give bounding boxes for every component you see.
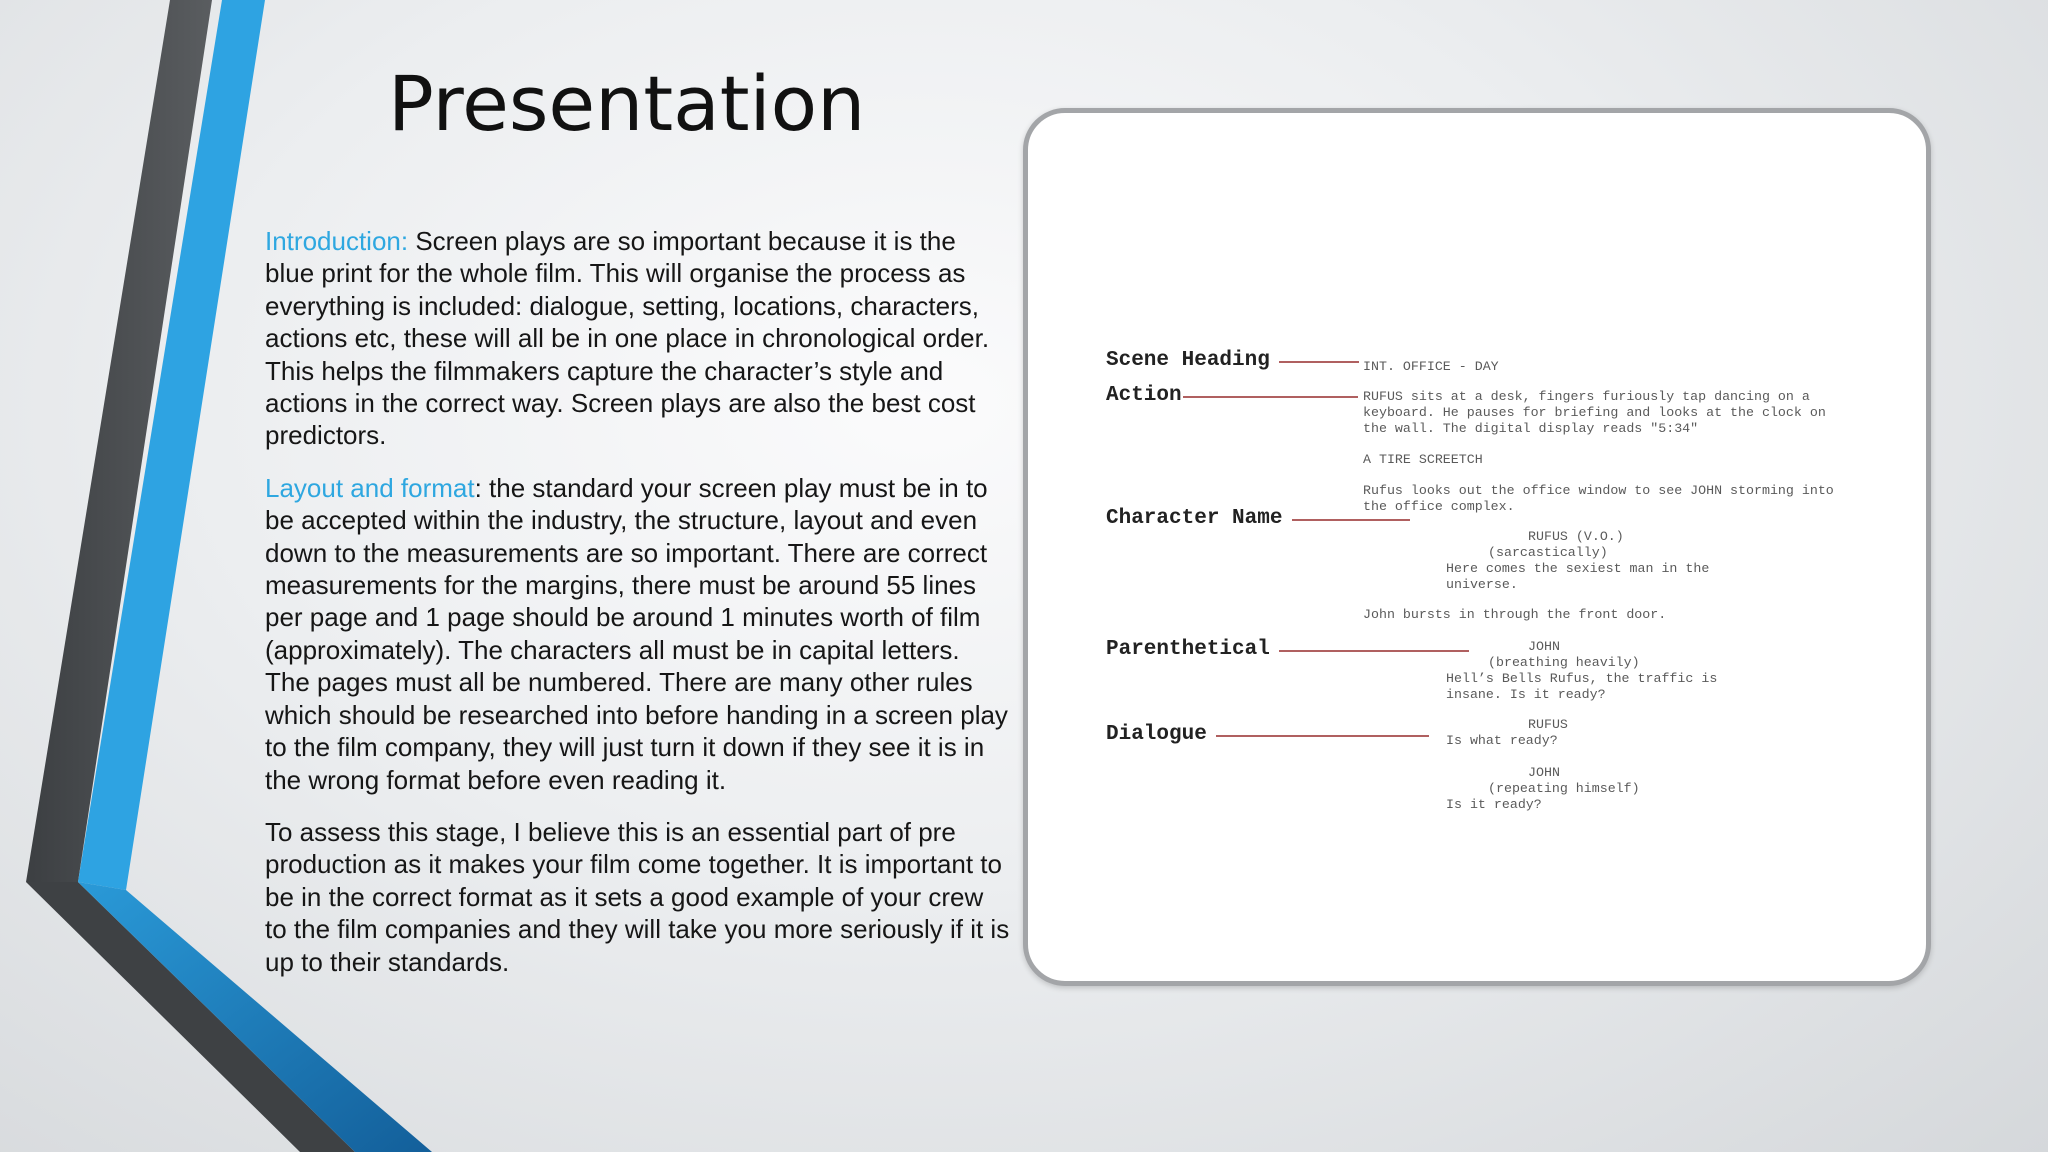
pointer-dialogue <box>1216 735 1429 737</box>
sp-action-6: John bursts in through the front door. <box>1363 607 1667 622</box>
screenplay-page <box>1028 113 1926 981</box>
sp-character-1: RUFUS (V.O.) <box>1528 529 1624 544</box>
sp-dialogue-2a: Hell’s Bells Rufus, the traffic is <box>1446 671 1718 686</box>
sp-dialogue-1b: universe. <box>1446 577 1518 592</box>
sp-dialogue-2b: insane. Is it ready? <box>1446 687 1606 702</box>
label-action: Action <box>1106 384 1182 407</box>
sp-parenthetical-4: (repeating himself) <box>1488 781 1640 796</box>
paragraph-assessment <box>265 816 1010 978</box>
pointer-action <box>1183 396 1358 398</box>
pointer-parenthetical <box>1279 650 1469 652</box>
sp-action-1: RUFUS sits at a desk, fingers furiously tap dancing on a <box>1363 389 1810 404</box>
sp-action-4: Rufus looks out the office window to see JOHN storming into <box>1363 483 1834 498</box>
sp-parenthetical-2: (breathing heavily) <box>1488 655 1640 670</box>
sp-action-3: the wall. The digital display reads "5:34" <box>1363 421 1699 436</box>
sp-slugline: INT. OFFICE - DAY <box>1363 359 1499 374</box>
sp-parenthetical-1: (sarcastically) <box>1488 545 1608 560</box>
layout-format-text: : the standard your screen play must be in to be accepted within the industry, the structure, layout and even down to the measurements are so important. There are correct measurements for the margins, there must be around 55 lines per page and 1 page should be around 1 minutes worth of film (approximately). The characters all must be in capital letters. The pages must all be numbered. There are many other rules which should be researched into before handing in a screen play to the film company, they will just turn it down if they see it is in the wrong format before even reading it. <box>265 472 1008 795</box>
sp-character-3: RUFUS <box>1528 717 1568 732</box>
sp-character-2: JOHN <box>1528 639 1560 654</box>
slide-title: Presentation <box>388 59 866 148</box>
body-text <box>265 225 1010 998</box>
sp-action-2: keyboard. He pauses for briefing and looks at the clock on <box>1363 405 1826 420</box>
sp-dialogue-3: Is what ready? <box>1446 733 1558 748</box>
pointer-character-name <box>1292 519 1410 521</box>
layout-format-heading: Layout and format <box>265 472 475 503</box>
label-parenthetical: Parenthetical <box>1106 638 1270 661</box>
sp-action-5: the office complex. <box>1363 499 1515 514</box>
label-scene-heading: Scene Heading <box>1106 349 1270 372</box>
sp-sound: A TIRE SCREETCH <box>1363 452 1483 467</box>
introduction-text: Screen plays are so important because it is the blue print for the whole film. This will organise the process as everything is included: dialogue, setting, locations, characters, actions etc, these will all be in one place in chronological order. This helps the filmmakers capture the character’s style and actions in the correct way. Screen plays are also the best cost predictors. <box>265 226 990 451</box>
screenplay-figure <box>1023 108 1931 986</box>
label-dialogue: Dialogue <box>1106 723 1207 746</box>
sp-dialogue-4: Is it ready? <box>1446 797 1542 812</box>
sp-character-4: JOHN <box>1528 765 1560 780</box>
pointer-scene-heading <box>1279 361 1359 363</box>
assessment-text: To assess this stage, I believe this is an essential part of pre production as it makes your film come together. It is important to be in the correct format as it sets a good example of your crew to the film companies and they will take you more seriously if it is up to their standards. <box>265 816 1010 977</box>
label-character-name: Character Name <box>1106 507 1283 530</box>
introduction-heading: Introduction: <box>265 226 409 256</box>
paragraph-introduction <box>265 225 1010 452</box>
sp-dialogue-1a: Here comes the sexiest man in the <box>1446 561 1710 576</box>
paragraph-layout-format <box>265 472 1010 796</box>
